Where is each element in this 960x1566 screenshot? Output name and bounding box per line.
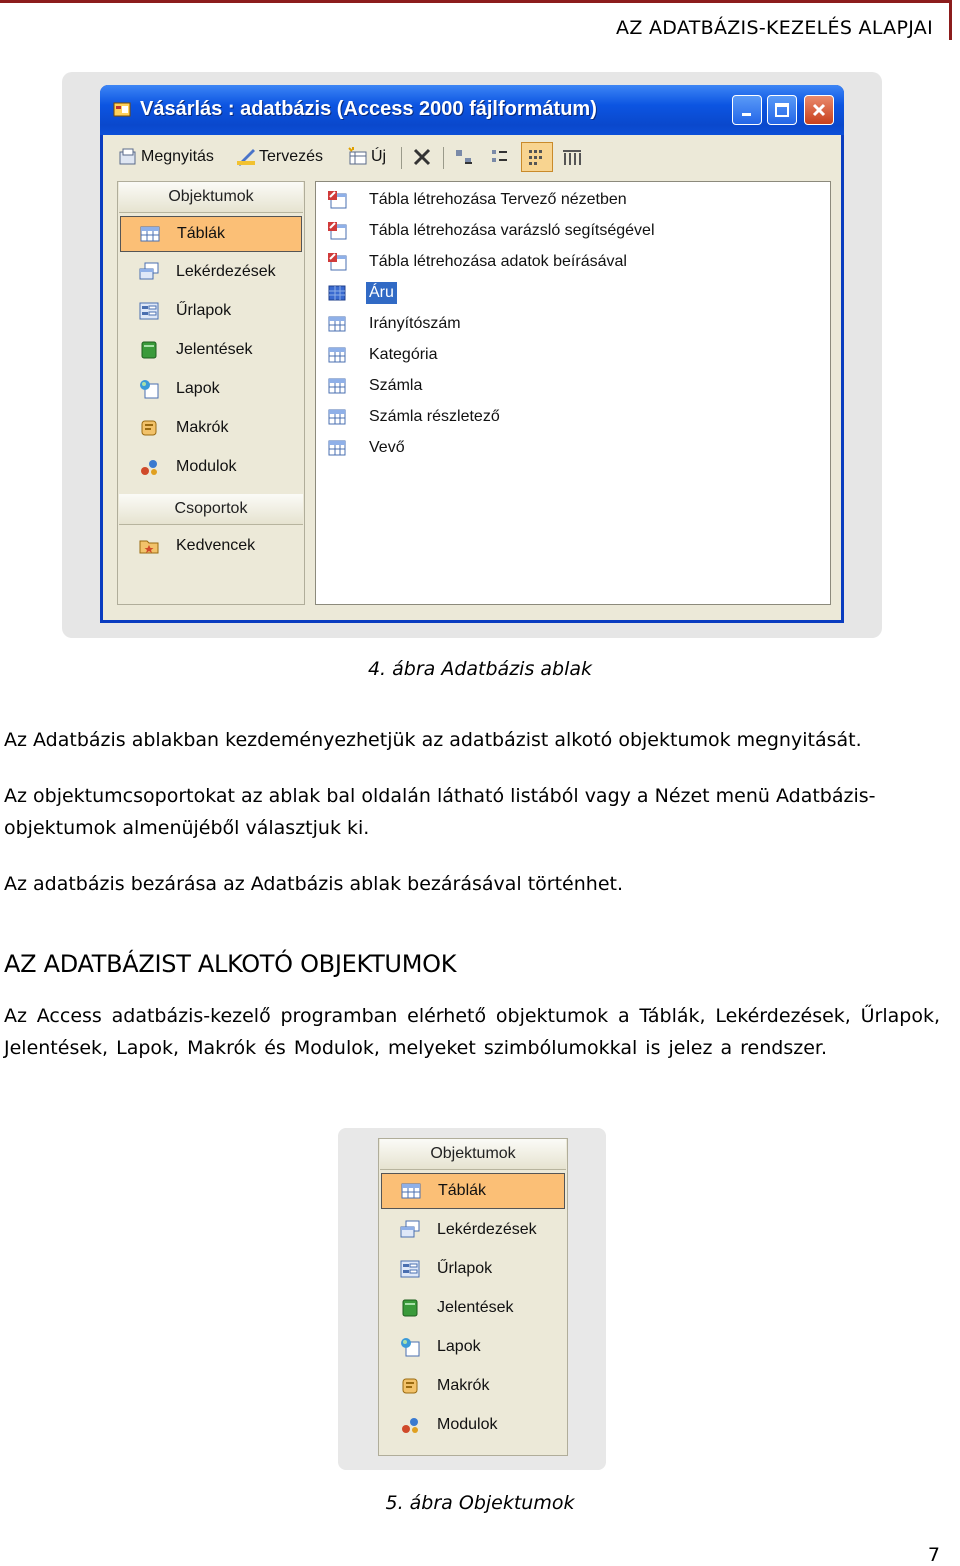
sidebar-item-label: Táblák	[177, 225, 226, 242]
small-icons-icon	[489, 146, 511, 168]
section-body: Az Access adatbázis-kezelő programban elérhető objektumok a Táblák, Lekérdezések, Űrlapok, Jelentések, Lapok, Makrók és Modulok, melyeket szimbólumokkal is jelez a rendszer.	[4, 1005, 940, 1059]
paragraph-3: Az adatbázis bezárása az Adatbázis ablak bezárásával történhet.	[4, 873, 623, 895]
sidebar-item-modules[interactable]	[381, 1407, 563, 1443]
close-window-button[interactable]	[804, 95, 834, 125]
sidebar-item-label: Űrlapok	[176, 302, 232, 319]
list-view-button[interactable]	[521, 142, 553, 172]
toolbar-separator	[443, 147, 444, 169]
large-icons-icon	[453, 146, 475, 168]
object-list-pane	[315, 181, 831, 605]
table-icon	[326, 282, 348, 304]
list-item[interactable]	[326, 372, 425, 400]
table-icon	[326, 406, 348, 428]
module-icon	[399, 1414, 421, 1436]
paragraph-2: Az objektumcsoportokat az ablak bal oldalán látható listából vagy a Nézet menü Adatbázis-objektumok almenüjéből választjuk ki.	[4, 785, 876, 839]
design-button[interactable]	[235, 143, 323, 171]
sidebar-item-forms[interactable]	[120, 293, 302, 329]
list-item-label: Kategória	[369, 346, 438, 363]
list-item[interactable]	[326, 434, 408, 462]
page-icon	[138, 378, 160, 400]
design-ruler-icon	[235, 146, 257, 168]
sidebar-item-queries[interactable]	[120, 254, 302, 290]
list-item-label: Tábla létrehozása varázsló segítségével	[369, 222, 655, 239]
list-item-label: Irányítószám	[369, 315, 461, 332]
table-icon	[400, 1180, 422, 1202]
sidebar-item-reports[interactable]	[381, 1290, 563, 1326]
delete-x-icon	[411, 146, 433, 168]
open-icon	[117, 146, 139, 168]
objects-group-header[interactable]: Objektumok	[380, 1139, 566, 1170]
form-icon	[399, 1258, 421, 1280]
form-icon	[138, 300, 160, 322]
table-icon	[326, 344, 348, 366]
minimize-button[interactable]	[732, 95, 762, 125]
query-icon	[138, 261, 160, 283]
objects-pane	[117, 181, 305, 605]
paragraph-1: Az Adatbázis ablakban kezdeményezhetjük az adatbázist alkotó objektumok megnyitását.	[4, 729, 862, 751]
details-view-button[interactable]	[561, 143, 585, 171]
sidebar-item-pages[interactable]	[381, 1329, 563, 1365]
sidebar-item-label: Lekérdezések	[437, 1221, 537, 1238]
sidebar-item-tables[interactable]	[381, 1173, 565, 1209]
design-label: Tervezés	[259, 148, 324, 165]
sidebar-item-label: Táblák	[438, 1182, 487, 1199]
sidebar-item-pages[interactable]	[120, 371, 302, 407]
delete-button[interactable]	[411, 143, 435, 171]
sidebar-item-macros[interactable]	[120, 410, 302, 446]
sidebar-item-label: Jelentések	[176, 341, 253, 358]
groups-header[interactable]: Csoportok	[119, 494, 303, 525]
list-item[interactable]	[326, 310, 464, 338]
sidebar-item-label: Makrók	[437, 1377, 490, 1394]
maximize-icon	[774, 102, 790, 118]
running-header	[0, 0, 952, 40]
sidebar-item-modules[interactable]	[120, 449, 302, 485]
list-item-label: Vevő	[369, 439, 405, 456]
sidebar-item-label: Makrók	[176, 419, 229, 436]
figure-2-caption: 5. ábra Objektumok	[385, 1492, 575, 1514]
list-item-label: Tábla létrehozása Tervező nézetben	[369, 191, 627, 208]
sidebar-item-label: Lapok	[176, 380, 220, 397]
report-icon	[138, 339, 160, 361]
sidebar-item-label: Modulok	[437, 1416, 498, 1433]
table-icon	[326, 375, 348, 397]
open-label: Megnyitás	[141, 148, 214, 165]
table-icon	[326, 313, 348, 335]
large-icons-button[interactable]	[453, 143, 477, 171]
list-item[interactable]	[326, 186, 630, 214]
page-number: 7	[927, 1544, 940, 1566]
sidebar-item-macros[interactable]	[381, 1368, 563, 1404]
macro-icon	[399, 1375, 421, 1397]
small-icons-button[interactable]	[489, 143, 513, 171]
new-table-icon	[347, 146, 369, 168]
database-window	[100, 85, 844, 623]
list-item-label: Számla	[369, 377, 423, 394]
sidebar-item-label: Kedvencek	[176, 537, 256, 554]
window-titlebar[interactable]	[100, 85, 844, 135]
maximize-button[interactable]	[767, 95, 797, 125]
sidebar-item-tables[interactable]	[120, 216, 302, 252]
access-key-icon	[112, 99, 132, 119]
database-toolbar	[103, 135, 841, 179]
minimize-icon	[740, 103, 754, 117]
new-button[interactable]	[347, 143, 386, 171]
toolbar-separator	[401, 147, 402, 169]
page-icon	[399, 1336, 421, 1358]
module-icon	[138, 456, 160, 478]
wizard-icon	[326, 251, 348, 273]
close-icon	[811, 102, 827, 118]
sidebar-item-label: Űrlapok	[437, 1260, 493, 1277]
query-icon	[399, 1219, 421, 1241]
wizard-icon	[326, 220, 348, 242]
figure-1-caption: 4. ábra Adatbázis ablak	[367, 658, 593, 680]
list-item-label: Áru	[366, 282, 397, 304]
sidebar-item-reports[interactable]	[120, 332, 302, 368]
details-view-icon	[561, 146, 583, 168]
list-item[interactable]	[326, 403, 503, 431]
running-header-title: AZ ADATBÁZIS-KEZELÉS ALAPJAI	[616, 17, 933, 39]
open-button[interactable]	[117, 143, 214, 171]
report-icon	[399, 1297, 421, 1319]
macro-icon	[138, 417, 160, 439]
table-icon	[326, 437, 348, 459]
list-item-selected[interactable]	[326, 279, 397, 307]
sidebar-item-queries[interactable]	[381, 1212, 563, 1248]
list-item[interactable]	[326, 248, 630, 276]
sidebar-item-label: Jelentések	[437, 1299, 514, 1316]
table-icon	[139, 223, 161, 245]
list-item[interactable]	[326, 217, 658, 245]
favorites-folder-icon	[138, 535, 160, 557]
objects-group-header[interactable]: Objektumok	[119, 182, 303, 213]
list-item-label: Számla részletező	[369, 408, 500, 425]
list-view-icon	[526, 146, 548, 168]
section-heading: AZ ADATBÁZIST ALKOTÓ OBJEKTUMOK	[4, 950, 457, 978]
sidebar-item-forms[interactable]	[381, 1251, 563, 1287]
new-label: Új	[371, 148, 387, 165]
sidebar-item-label: Modulok	[176, 458, 237, 475]
list-item[interactable]	[326, 341, 441, 369]
sidebar-item-label: Lekérdezések	[176, 263, 276, 280]
sidebar-item-favorites[interactable]	[120, 528, 302, 564]
wizard-icon	[326, 189, 348, 211]
objects-panel	[378, 1138, 568, 1456]
list-item-label: Tábla létrehozása adatok beírásával	[369, 253, 627, 270]
sidebar-item-label: Lapok	[437, 1338, 481, 1355]
window-title: Vásárlás : adatbázis (Access 2000 fájlformátum)	[140, 98, 597, 120]
